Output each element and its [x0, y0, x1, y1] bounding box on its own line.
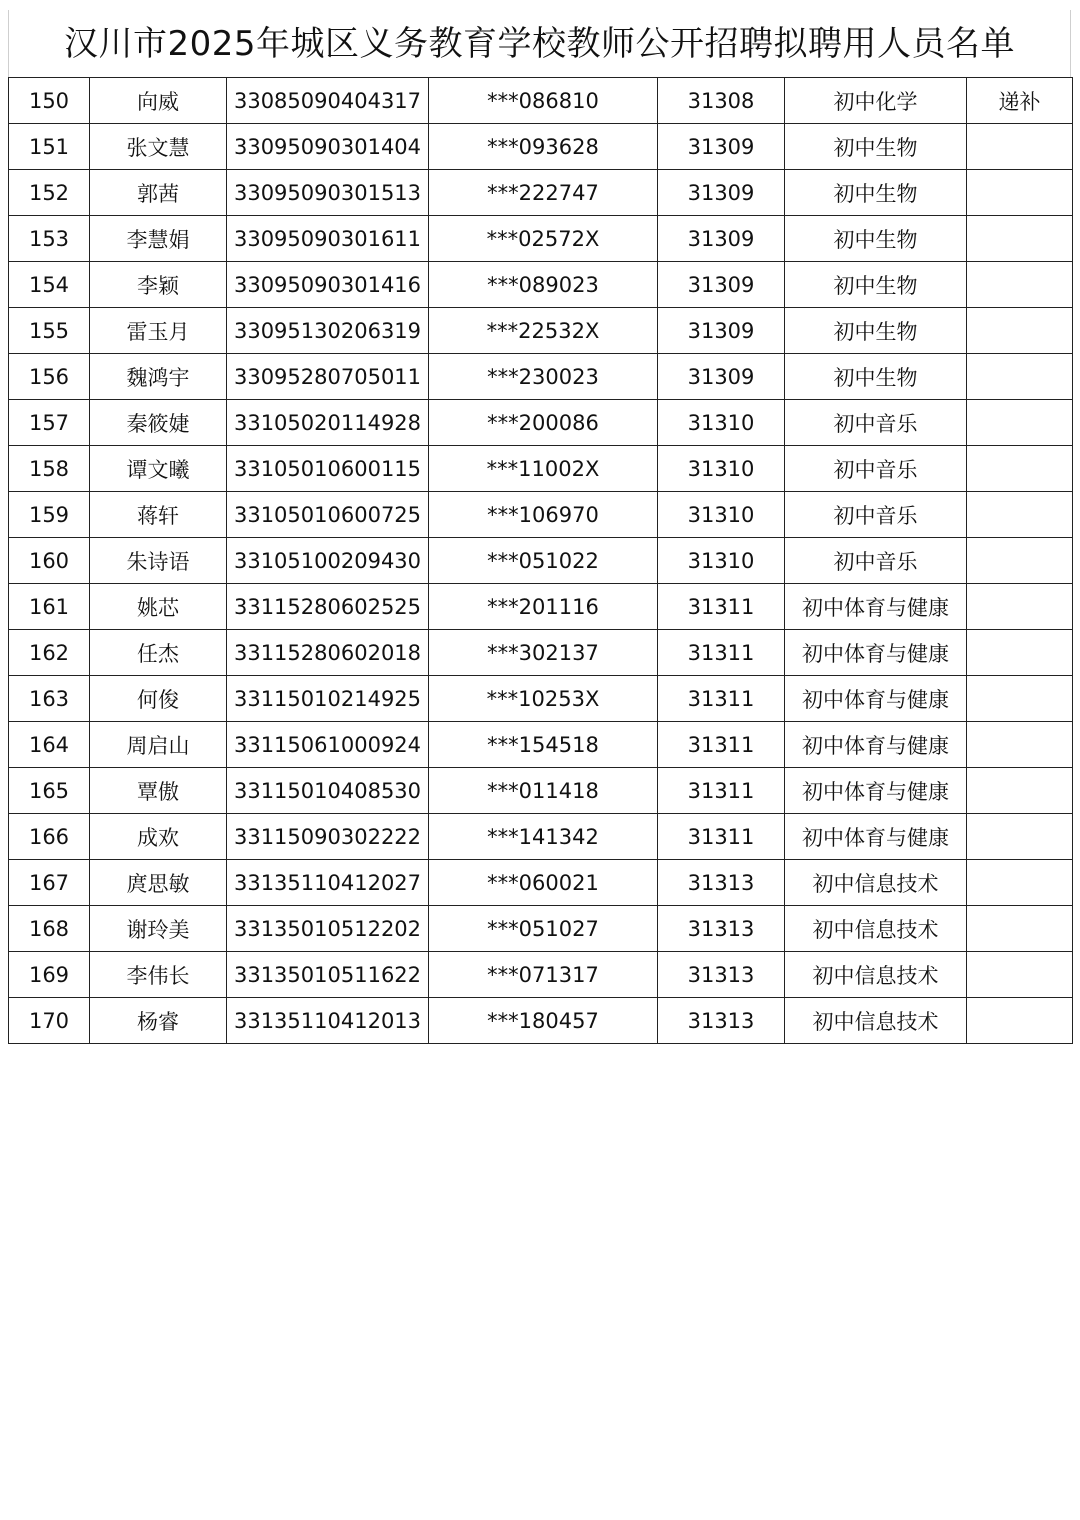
title-box [8, 10, 1071, 78]
id-number-masked-cell: ***180457 [429, 998, 658, 1044]
subject-cell: 初中生物 [785, 262, 967, 308]
row-number-cell: 162 [9, 630, 90, 676]
person-name-cell: 李慧娟 [90, 216, 227, 262]
subject-cell: 初中体育与健康 [785, 814, 967, 860]
row-number-cell: 157 [9, 400, 90, 446]
position-code-cell: 31308 [658, 78, 785, 124]
note-cell [967, 170, 1073, 216]
note-cell [967, 768, 1073, 814]
subject-cell: 初中信息技术 [785, 860, 967, 906]
id-number-masked-cell: ***02572X [429, 216, 658, 262]
subject-cell: 初中信息技术 [785, 906, 967, 952]
subject-cell: 初中生物 [785, 170, 967, 216]
subject-cell: 初中信息技术 [785, 998, 967, 1044]
exam-number-cell: 33135110412027 [227, 860, 429, 906]
exam-number-cell: 33115010214925 [227, 676, 429, 722]
roster-body [9, 78, 1073, 1044]
subject-cell: 初中体育与健康 [785, 676, 967, 722]
subject-cell: 初中音乐 [785, 400, 967, 446]
table-row [9, 630, 1073, 676]
note-cell [967, 308, 1073, 354]
id-number-masked-cell: ***011418 [429, 768, 658, 814]
row-number-cell: 163 [9, 676, 90, 722]
person-name-cell: 成欢 [90, 814, 227, 860]
exam-number-cell: 33115010408530 [227, 768, 429, 814]
subject-cell: 初中体育与健康 [785, 722, 967, 768]
person-name-cell: 李颖 [90, 262, 227, 308]
subject-cell: 初中生物 [785, 308, 967, 354]
exam-number-cell: 33105010600725 [227, 492, 429, 538]
position-code-cell: 31313 [658, 952, 785, 998]
row-number-cell: 169 [9, 952, 90, 998]
exam-number-cell: 33135110412013 [227, 998, 429, 1044]
exam-number-cell: 33115090302222 [227, 814, 429, 860]
subject-cell: 初中体育与健康 [785, 630, 967, 676]
row-number-cell: 158 [9, 446, 90, 492]
position-code-cell: 31311 [658, 722, 785, 768]
note-cell [967, 998, 1073, 1044]
exam-number-cell: 33105100209430 [227, 538, 429, 584]
id-number-masked-cell: ***11002X [429, 446, 658, 492]
exam-number-cell: 33095280705011 [227, 354, 429, 400]
id-number-masked-cell: ***201116 [429, 584, 658, 630]
subject-cell: 初中音乐 [785, 538, 967, 584]
note-cell [967, 952, 1073, 998]
id-number-masked-cell: ***060021 [429, 860, 658, 906]
position-code-cell: 31310 [658, 538, 785, 584]
table-row [9, 584, 1073, 630]
person-name-cell: 何俊 [90, 676, 227, 722]
person-name-cell: 庹思敏 [90, 860, 227, 906]
position-code-cell: 31311 [658, 814, 785, 860]
position-code-cell: 31310 [658, 492, 785, 538]
note-cell [967, 124, 1073, 170]
note-cell [967, 216, 1073, 262]
id-number-masked-cell: ***141342 [429, 814, 658, 860]
id-number-masked-cell: ***230023 [429, 354, 658, 400]
position-code-cell: 31311 [658, 768, 785, 814]
position-code-cell: 31311 [658, 676, 785, 722]
page-title: 汉川市2025年城区义务教育学校教师公开招聘拟聘用人员名单 [63, 24, 1016, 64]
person-name-cell: 朱诗语 [90, 538, 227, 584]
exam-number-cell: 33105020114928 [227, 400, 429, 446]
person-name-cell: 秦筱婕 [90, 400, 227, 446]
person-name-cell: 覃傲 [90, 768, 227, 814]
note-cell [967, 446, 1073, 492]
row-number-cell: 166 [9, 814, 90, 860]
exam-number-cell: 33115280602525 [227, 584, 429, 630]
note-cell [967, 722, 1073, 768]
exam-number-cell: 33135010511622 [227, 952, 429, 998]
id-number-masked-cell: ***200086 [429, 400, 658, 446]
subject-cell: 初中生物 [785, 354, 967, 400]
exam-number-cell: 33095090301404 [227, 124, 429, 170]
row-number-cell: 161 [9, 584, 90, 630]
table-row [9, 676, 1073, 722]
table-row [9, 906, 1073, 952]
position-code-cell: 31309 [658, 354, 785, 400]
person-name-cell: 向威 [90, 78, 227, 124]
person-name-cell: 郭茜 [90, 170, 227, 216]
note-cell [967, 860, 1073, 906]
position-code-cell: 31313 [658, 860, 785, 906]
subject-cell: 初中体育与健康 [785, 584, 967, 630]
row-number-cell: 170 [9, 998, 90, 1044]
row-number-cell: 167 [9, 860, 90, 906]
subject-cell: 初中音乐 [785, 492, 967, 538]
person-name-cell: 谢玲美 [90, 906, 227, 952]
row-number-cell: 151 [9, 124, 90, 170]
note-cell [967, 584, 1073, 630]
id-number-masked-cell: ***22532X [429, 308, 658, 354]
id-number-masked-cell: ***086810 [429, 78, 658, 124]
exam-number-cell: 33095090301611 [227, 216, 429, 262]
id-number-masked-cell: ***071317 [429, 952, 658, 998]
table-row [9, 124, 1073, 170]
row-number-cell: 165 [9, 768, 90, 814]
person-name-cell: 周启山 [90, 722, 227, 768]
id-number-masked-cell: ***154518 [429, 722, 658, 768]
table-row [9, 400, 1073, 446]
id-number-masked-cell: ***093628 [429, 124, 658, 170]
table-row [9, 952, 1073, 998]
position-code-cell: 31310 [658, 400, 785, 446]
id-number-masked-cell: ***106970 [429, 492, 658, 538]
person-name-cell: 任杰 [90, 630, 227, 676]
id-number-masked-cell: ***089023 [429, 262, 658, 308]
note-cell [967, 814, 1073, 860]
position-code-cell: 31313 [658, 998, 785, 1044]
row-number-cell: 156 [9, 354, 90, 400]
table-row [9, 354, 1073, 400]
position-code-cell: 31313 [658, 906, 785, 952]
note-cell [967, 906, 1073, 952]
position-code-cell: 31309 [658, 124, 785, 170]
person-name-cell: 姚芯 [90, 584, 227, 630]
table-row [9, 722, 1073, 768]
row-number-cell: 153 [9, 216, 90, 262]
person-name-cell: 魏鸿宇 [90, 354, 227, 400]
row-number-cell: 168 [9, 906, 90, 952]
table-row [9, 814, 1073, 860]
subject-cell: 初中信息技术 [785, 952, 967, 998]
note-cell: 递补 [967, 78, 1073, 124]
subject-cell: 初中体育与健康 [785, 768, 967, 814]
position-code-cell: 31310 [658, 446, 785, 492]
person-name-cell: 蒋轩 [90, 492, 227, 538]
position-code-cell: 31311 [658, 630, 785, 676]
subject-cell: 初中音乐 [785, 446, 967, 492]
table-row [9, 446, 1073, 492]
roster-table [8, 77, 1073, 1044]
id-number-masked-cell: ***10253X [429, 676, 658, 722]
exam-number-cell: 33105010600115 [227, 446, 429, 492]
table-row [9, 492, 1073, 538]
person-name-cell: 谭文曦 [90, 446, 227, 492]
id-number-masked-cell: ***051027 [429, 906, 658, 952]
exam-number-cell: 33095090301513 [227, 170, 429, 216]
row-number-cell: 155 [9, 308, 90, 354]
row-number-cell: 154 [9, 262, 90, 308]
table-row [9, 860, 1073, 906]
note-cell [967, 354, 1073, 400]
note-cell [967, 676, 1073, 722]
exam-number-cell: 33135010512202 [227, 906, 429, 952]
exam-number-cell: 33115061000924 [227, 722, 429, 768]
id-number-masked-cell: ***222747 [429, 170, 658, 216]
subject-cell: 初中生物 [785, 216, 967, 262]
position-code-cell: 31309 [658, 308, 785, 354]
note-cell [967, 538, 1073, 584]
row-number-cell: 164 [9, 722, 90, 768]
position-code-cell: 31311 [658, 584, 785, 630]
table-row [9, 78, 1073, 124]
note-cell [967, 630, 1073, 676]
table-row [9, 998, 1073, 1044]
table-row [9, 768, 1073, 814]
row-number-cell: 160 [9, 538, 90, 584]
note-cell [967, 262, 1073, 308]
table-row [9, 262, 1073, 308]
table-row [9, 170, 1073, 216]
person-name-cell: 杨睿 [90, 998, 227, 1044]
subject-cell: 初中化学 [785, 78, 967, 124]
person-name-cell: 张文慧 [90, 124, 227, 170]
id-number-masked-cell: ***051022 [429, 538, 658, 584]
table-row [9, 538, 1073, 584]
position-code-cell: 31309 [658, 262, 785, 308]
row-number-cell: 150 [9, 78, 90, 124]
position-code-cell: 31309 [658, 216, 785, 262]
exam-number-cell: 33095090301416 [227, 262, 429, 308]
table-row [9, 308, 1073, 354]
subject-cell: 初中生物 [785, 124, 967, 170]
person-name-cell: 李伟长 [90, 952, 227, 998]
row-number-cell: 152 [9, 170, 90, 216]
person-name-cell: 雷玉月 [90, 308, 227, 354]
row-number-cell: 159 [9, 492, 90, 538]
note-cell [967, 400, 1073, 446]
note-cell [967, 492, 1073, 538]
exam-number-cell: 33115280602018 [227, 630, 429, 676]
exam-number-cell: 33085090404317 [227, 78, 429, 124]
table-row [9, 216, 1073, 262]
id-number-masked-cell: ***302137 [429, 630, 658, 676]
position-code-cell: 31309 [658, 170, 785, 216]
exam-number-cell: 33095130206319 [227, 308, 429, 354]
